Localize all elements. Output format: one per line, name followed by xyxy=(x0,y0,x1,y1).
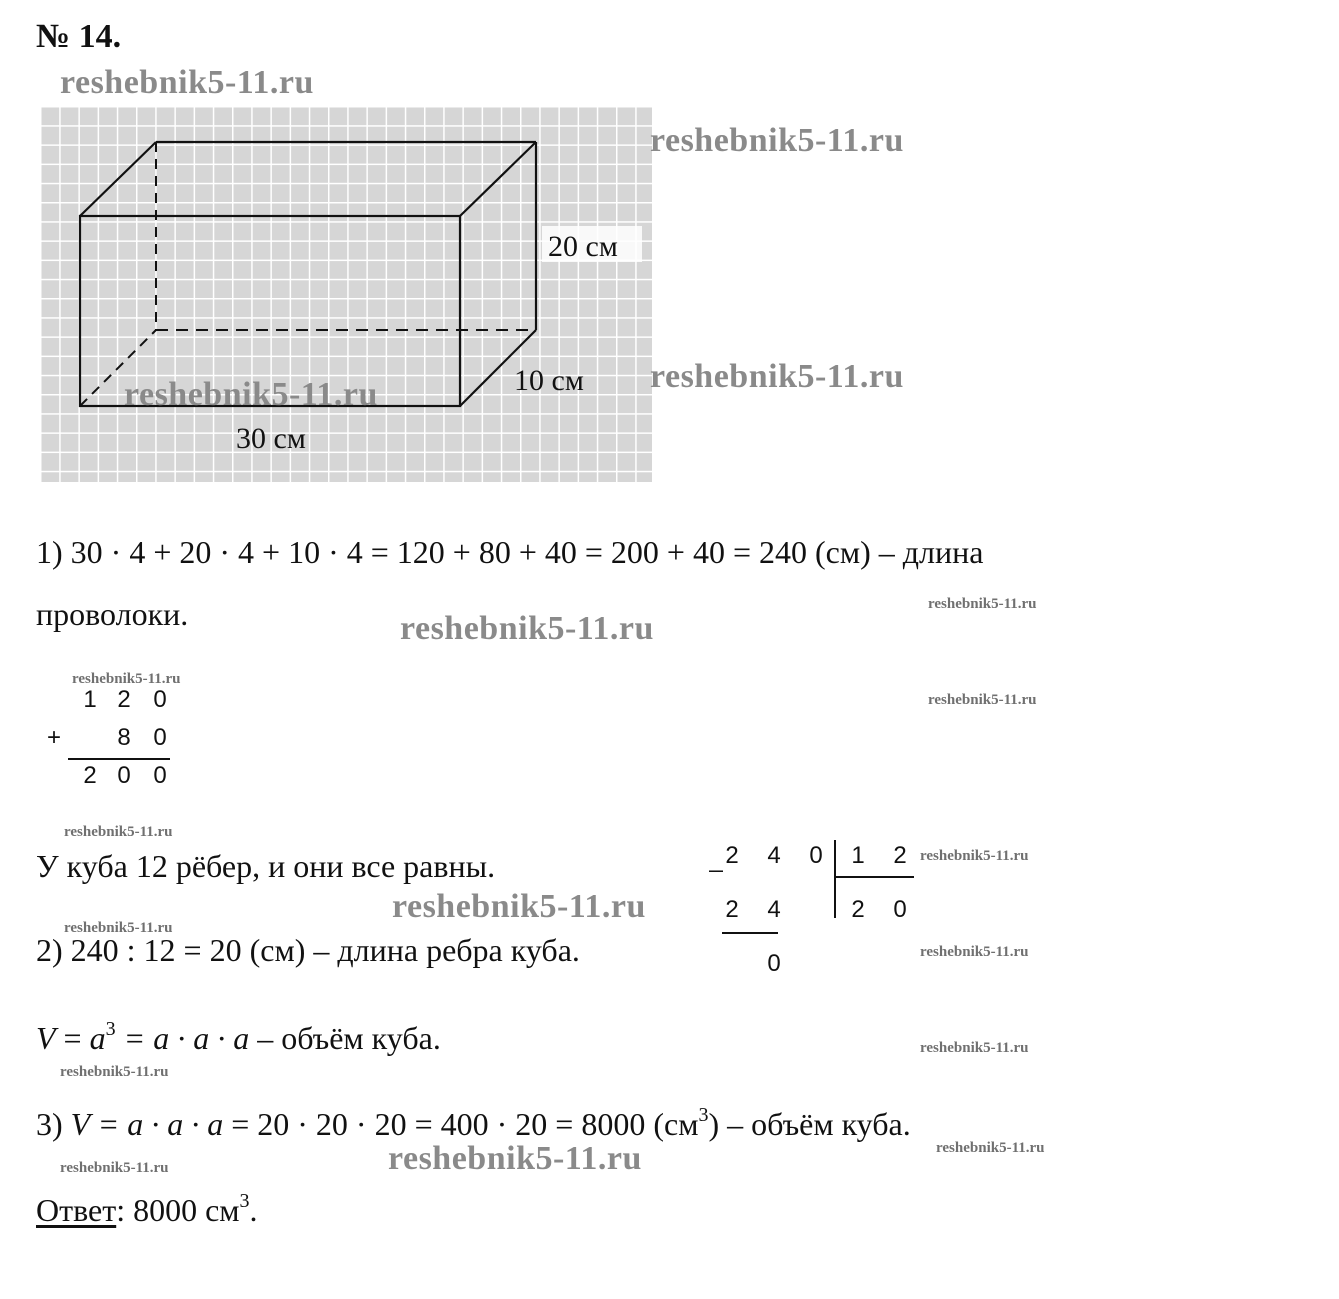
minus-sign: _ xyxy=(709,846,723,873)
addend2-digit: 0 xyxy=(153,724,167,751)
exponent: 3 xyxy=(239,1190,250,1212)
watermark: reshebnik5-11.ru xyxy=(650,358,904,395)
watermark: reshebnik5-11.ru xyxy=(920,1040,1029,1056)
quotient-digit: 2 xyxy=(851,896,865,923)
watermark: reshebnik5-11.ru xyxy=(60,1064,169,1080)
dividend-digit: 2 xyxy=(725,842,739,869)
answer xyxy=(36,1192,258,1229)
product-a: = a · a · a xyxy=(115,1020,250,1056)
step3-calc: = 20 · 20 · 20 = 400 · 20 = 8000 (см xyxy=(223,1106,699,1142)
answer-end: . xyxy=(249,1192,258,1228)
problem-number: № 14. xyxy=(36,18,122,55)
var-a: a xyxy=(89,1020,106,1056)
watermark: reshebnik5-11.ru xyxy=(400,610,654,647)
watermark: reshebnik5-11.ru xyxy=(60,64,314,101)
step2-text: 2) 240 : 12 = 20 (см) – длина ребра куба. xyxy=(36,932,580,968)
divisor-digit: 2 xyxy=(893,842,907,869)
exponent: 3 xyxy=(698,1104,709,1126)
product-a: = a · a · a xyxy=(89,1106,224,1142)
step3-text xyxy=(36,1106,911,1143)
answer-label: Ответ xyxy=(36,1192,117,1228)
sum-digit: 0 xyxy=(153,762,167,789)
watermark: reshebnik5-11.ru xyxy=(60,1160,169,1176)
grid-paper xyxy=(40,106,652,482)
plus-sign: + xyxy=(46,724,61,751)
addend2-digit: 8 xyxy=(117,724,131,751)
step1-line1: 1) 30 · 4 + 20 · 4 + 10 · 4 = 120 + 80 + 40 = 200 + 40 = 240 (см) – длина xyxy=(36,534,984,570)
dividend-digit: 0 xyxy=(809,842,823,869)
sum-digit: 2 xyxy=(83,762,97,789)
watermark: reshebnik5-11.ru xyxy=(64,824,173,840)
subtrahend-digit: 2 xyxy=(725,896,739,923)
subtrahend-digit: 4 xyxy=(767,896,781,923)
step3-prefix: 3) xyxy=(36,1106,71,1142)
watermark: reshebnik5-11.ru xyxy=(388,1140,642,1177)
dividend-digit: 4 xyxy=(767,842,781,869)
var-v: V xyxy=(70,1106,90,1142)
watermark: reshebnik5-11.ru xyxy=(936,1140,1045,1156)
watermark: reshebnik5-11.ru xyxy=(392,888,646,925)
label-length: 30 см xyxy=(236,422,306,455)
watermark: reshebnik5-11.ru xyxy=(650,122,904,159)
watermark: reshebnik5-11.ru xyxy=(928,596,1037,612)
formula-caption: – объём куба. xyxy=(249,1020,441,1056)
addend1-digit: 0 xyxy=(153,686,167,713)
watermark: reshebnik5-11.ru xyxy=(124,376,378,413)
watermark: reshebnik5-11.ru xyxy=(72,671,181,687)
cube-edges-text: У куба 12 рёбер, и они все равны. xyxy=(36,848,496,884)
sum-digit: 0 xyxy=(117,762,131,789)
answer-value: : 8000 см xyxy=(116,1192,240,1228)
division-bar xyxy=(834,840,836,918)
remainder-digit: 0 xyxy=(767,950,781,977)
exponent: 3 xyxy=(105,1018,116,1040)
watermark: reshebnik5-11.ru xyxy=(920,944,1029,960)
quotient-line xyxy=(834,876,914,878)
watermark: reshebnik5-11.ru xyxy=(64,920,173,936)
var-v: V xyxy=(36,1020,56,1056)
watermark: reshebnik5-11.ru xyxy=(920,848,1029,864)
label-depth: 10 см xyxy=(514,364,584,397)
sum-line xyxy=(68,758,170,760)
box-figure xyxy=(40,106,652,482)
divisor-digit: 1 xyxy=(851,842,865,869)
equals: = xyxy=(55,1020,90,1056)
volume-formula xyxy=(36,1020,441,1057)
label-height: 20 см xyxy=(548,230,618,263)
step1-line2: проволоки. xyxy=(36,596,189,632)
quotient-digit: 0 xyxy=(893,896,907,923)
addend1-digit: 2 xyxy=(117,686,131,713)
step3-caption: ) – объём куба. xyxy=(708,1106,911,1142)
addend1-digit: 1 xyxy=(83,686,97,713)
remainder-line xyxy=(722,932,778,934)
watermark: reshebnik5-11.ru xyxy=(928,692,1037,708)
